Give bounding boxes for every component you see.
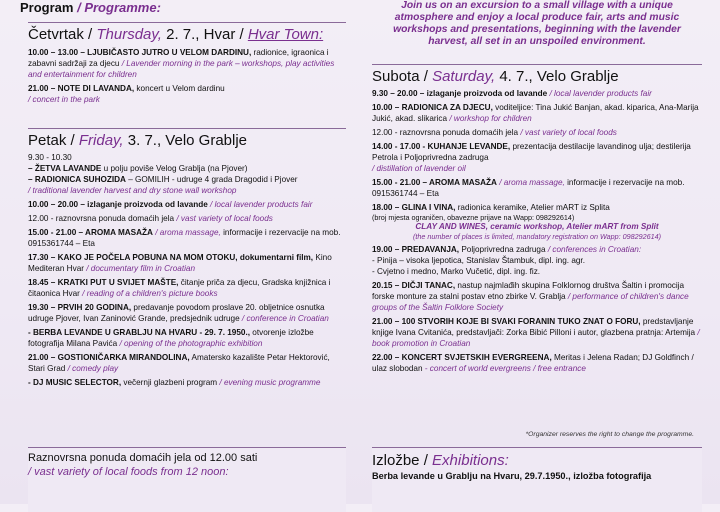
bottom-right-box xyxy=(372,447,702,512)
thursday-title: Četvrtak / Thursday, 2. 7., Hvar / Hvar Town: xyxy=(28,22,346,44)
friday-item: – RADIONICA SUHOZIDA – GOMILIH - udruge 4 grada Dragodid i Pjover / traditional lavender harvest and dry stone wall workshop xyxy=(28,175,298,195)
friday-item: 10.00 – 20.00 – izlaganje proizvoda od lavande / local lavender products fair xyxy=(28,200,313,209)
friday-item: - BERBA LEVANDE U GRABLJU NA HVARU - 29. 7. 1950., otvorenje izložbe fotografija Milana Pavića / opening of the photographic exhibition xyxy=(28,328,314,348)
saturday-item: 14.00 - 17.00 - KUHANJE LEVANDE, prezentacija destilacije lavandinog ulja; destilerija Petrola i Poljoprivredna zadruga / distillation of lavender oil xyxy=(372,142,691,173)
thursday-section xyxy=(28,22,346,108)
program-label-hr: Program xyxy=(20,0,74,15)
workshop-note: (the number of places is limited, mandatory registration on Wapp: 098292614) xyxy=(413,232,661,241)
friday-item: 17.30 – KAKO JE POČELA POBUNA NA MOM OTOKU, dokumentarni film, Kino Mediteran Hvar / documentary film in Croatian xyxy=(28,253,332,273)
friday-item: 15.00 - 21.00 – AROMA MASAŽA / aroma massage, informacije i rezervacije na mob. 0915361744 – Eta xyxy=(28,228,341,248)
saturday-item: - Pinija – visoka ljepotica, Stanislav Štambuk, dipl. ing. agr. xyxy=(372,256,585,265)
thursday-item-2: 21.00 – NOTE DI LAVANDA, koncert u Velom dardinu / concert in the park xyxy=(28,84,225,104)
saturday-section xyxy=(372,64,702,377)
friday-item: 21.00 – GOSTIONIČARKA MIRANDOLINA, Amatersko kazalište Petar Hektorović, Stari Grad / comedy play xyxy=(28,353,330,373)
exhibitions-title: Izložbe / Exhibitions: xyxy=(372,452,509,469)
saturday-item: - Cvjetno i medno, Marko Vučetić, dipl. ing. fiz. xyxy=(372,267,541,276)
workshop-en: CLAY AND WINES, ceramic workshop, Atelier mART from Split xyxy=(415,222,659,231)
program-label-en: Programme: xyxy=(84,0,161,15)
saturday-item: 15.00 - 21.00 – AROMA MASAŽA / aroma massage, informacije i rezervacije na mob. 0915361744 – Eta xyxy=(372,178,685,198)
organizer-note: *Organizer reserves the right to change the programme. xyxy=(525,431,694,438)
friday-section xyxy=(28,128,346,391)
saturday-title: Subota / Saturday, 4. 7., Velo Grablje xyxy=(372,64,702,86)
friday-item: 9.30 - 10.30 xyxy=(28,153,72,162)
friday-item: - DJ MUSIC SELECTOR, večernji glazbeni program / evening music programme xyxy=(28,378,321,387)
friday-item: 19.30 – PRVIH 20 GODINA, predavanje povodom proslave 20. obljetnice osnutka udruge Pjover, Ivan Zaninović Grande, predsjednik udruge / conference in Croatian xyxy=(28,303,329,323)
bottom-left-line2: / vast variety of local foods from 12 noon: xyxy=(28,465,229,478)
saturday-item: 12.00 - raznovrsna ponuda domaćih jela / vast variety of local foods xyxy=(372,128,617,137)
friday-item: 18.45 – KRATKI PUT U SVIJET MAŠTE, čitanje priča za djecu, Gradska knjižnica i čitaonica Hvar / reading of a children's picture books xyxy=(28,278,331,298)
program-header: Program / Programme: xyxy=(20,0,161,15)
exhibitions-line: Berba levande u Grablju na Hvaru, 29.7.1950., izložba fotografija xyxy=(372,471,652,481)
saturday-item: 18.00 – GLINA I VINA, radionica keramike, Atelier mART iz Splita xyxy=(372,203,610,212)
intro-text: Join us on an excursion to a small village with a unique atmosphere and enjoy a local produce fair, arts and music workshops and presentations, beginning with the lavender harvest, all set in an unspoiled environment. xyxy=(393,0,681,47)
saturday-item: 9.30 – 20.00 – izlaganje proizvoda od lavande / local lavender products fair xyxy=(372,89,652,98)
thursday-item-1: 10.00 – 13.00 – LJUBIČASTO JUTRO U VELOM DARDINU, radionice, igraonica i zabavni sadržaji za djecu / Lavender morning in the park – workshops, play activities and entertainment for children xyxy=(28,48,335,79)
saturday-item: 20.15 – DIČJI TANAC, nastup najmlađih skupina Folklornog društva Šaltin i promocija forske monture za stalni postav etno zbirke V. Grablja / performance of children's dance groups of the Šaltin Folklore Society xyxy=(372,281,689,312)
saturday-item: 10.00 – RADIONICA ZA DJECU, voditeljice: Tina Jukić Banjan, akad. kiparica, Ana-Marija Jukić, akad. slikarica / workshop for children xyxy=(372,103,699,123)
saturday-item: 22.00 – KONCERT SVJETSKIH EVERGREENA, Meritas i Jelena Radan; DJ Goldfinch / ulaz slobodan - concert of world evergreens / free entrance xyxy=(372,353,694,373)
saturday-item: (broj mjesta ograničen, obavezne prijave na Wapp: 098292614) xyxy=(372,213,575,222)
friday-item: – ŽETVA LAVANDE u polju poviše Velog Grablja (na Pjover) xyxy=(28,164,248,173)
friday-item: 12.00 - raznovrsna ponuda domaćih jela / vast variety of local foods xyxy=(28,214,273,223)
friday-title: Petak / Friday, 3. 7., Velo Grablje xyxy=(28,128,346,150)
saturday-item: 21.00 – 100 STVORIH KOJE BI SVAKI FORANIN TUKO ZNAT O FORU, predstavljanje knjige Ivana Cvitanića, predstavljači: Zorka Bibić Pilloni i autor, glazbena pratnja: Artemija / book promotion in Croatian xyxy=(372,317,700,348)
bottom-left-box xyxy=(28,447,346,512)
bottom-left-line1: Raznovrsna ponuda domaćih jela od 12.00 sati xyxy=(28,452,258,464)
saturday-item: 19.00 – PREDAVANJA, Poljoprivredna zadruga / conferences in Croatian: xyxy=(372,245,642,254)
